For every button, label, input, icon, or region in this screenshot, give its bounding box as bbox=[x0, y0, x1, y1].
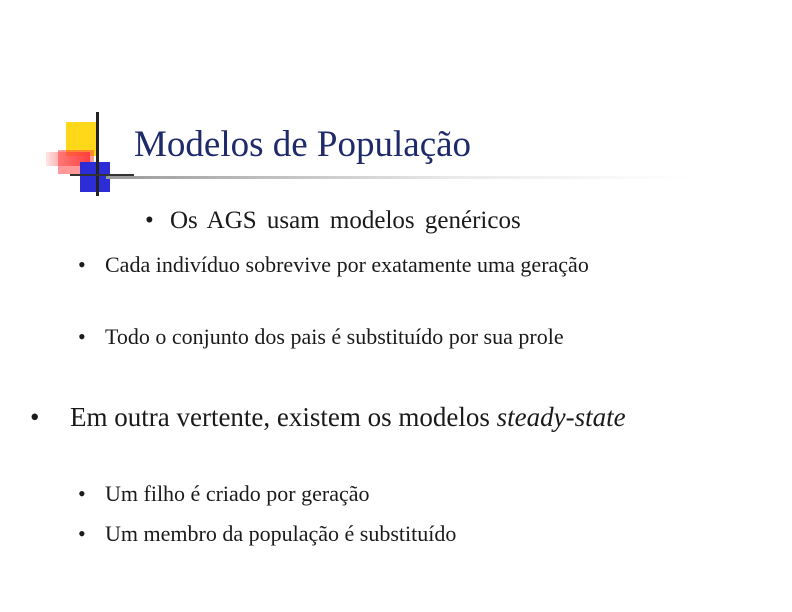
bullet-4 bbox=[30, 397, 740, 437]
bullet-text: Os AGS usam modelos genéricos bbox=[170, 207, 521, 234]
bullet-text: Um filho é criado por geração bbox=[105, 481, 370, 506]
bullet-marker: • bbox=[78, 481, 86, 506]
bullet-text: Cada indivíduo sobrevive por exatamente uma geração bbox=[105, 252, 589, 277]
bullet-marker: • bbox=[145, 207, 154, 234]
bullet-6 bbox=[78, 517, 665, 551]
title-underline bbox=[106, 176, 692, 179]
bullet-text: Um membro da população é substituído bbox=[105, 521, 457, 546]
bullet-text-plain: Em outra vertente, existem os modelos bbox=[70, 402, 497, 432]
slide-title: Modelos de População bbox=[134, 124, 472, 165]
bullet-text-italic: steady-state bbox=[496, 402, 626, 432]
bullet-2 bbox=[78, 248, 665, 282]
bullet-3 bbox=[78, 320, 665, 354]
bullet-marker: • bbox=[78, 324, 86, 349]
bullet-text bbox=[70, 397, 740, 437]
bullet-text: Todo o conjunto dos pais é substituído por sua prole bbox=[105, 324, 564, 349]
bullet-5 bbox=[78, 477, 665, 511]
bullet-marker: • bbox=[78, 252, 86, 277]
logo-vertical-line bbox=[96, 112, 99, 196]
bullet-1 bbox=[145, 205, 521, 237]
bullet-marker: • bbox=[78, 521, 86, 546]
bullet-marker: • bbox=[30, 402, 40, 432]
